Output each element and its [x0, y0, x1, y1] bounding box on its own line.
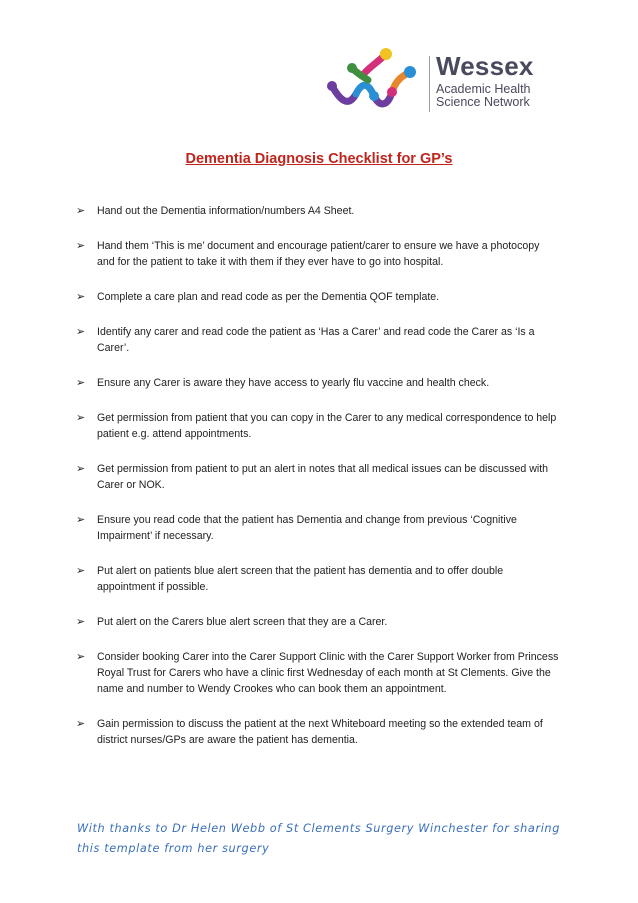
arrow-bullet-icon: ➢	[76, 462, 86, 475]
checklist-item-text: Put alert on the Carers blue alert screen that they are a Carer.	[97, 616, 388, 628]
arrow-bullet-icon: ➢	[76, 650, 86, 663]
checklist-item	[76, 614, 559, 630]
logo-subtitle-line-2: Science Network	[436, 95, 530, 109]
checklist-item-text: Get permission from patient that you can copy in the Carer to any medical correspondence to help patient e.g. attend appointments.	[97, 412, 557, 440]
arrow-bullet-icon: ➢	[76, 376, 86, 389]
checklist-item-text: Gain permission to discuss the patient at the next Whiteboard meeting so the extended team of district nurses/GPs are aware the patient has dementia.	[97, 718, 543, 746]
checklist-item-text: Complete a care plan and read code as per the Dementia QOF template.	[97, 291, 440, 303]
checklist-item	[76, 203, 559, 219]
arrow-bullet-icon: ➢	[76, 204, 86, 217]
checklist-item	[76, 563, 559, 595]
arrow-bullet-icon: ➢	[76, 290, 86, 303]
arrow-bullet-icon: ➢	[76, 325, 86, 338]
checklist-item	[76, 716, 559, 748]
page-title: Dementia Diagnosis Checklist for GP’s	[185, 151, 453, 167]
logo-subtitle-line-1: Academic Health	[436, 82, 531, 96]
checklist-item	[76, 461, 559, 493]
checklist-item-text: Put alert on patients blue alert screen that the patient has dementia and to offer double appointment if possible.	[97, 565, 504, 593]
wessex-ahsn-logo	[322, 46, 552, 124]
checklist-item-text: Ensure you read code that the patient has Dementia and change from previous ‘Cognitive Impairment’ if necessary.	[97, 514, 517, 542]
arrow-bullet-icon: ➢	[76, 411, 86, 424]
checklist-item	[76, 324, 559, 356]
checklist-item	[76, 649, 559, 697]
checklist-item-text: Ensure any Carer is aware they have access to yearly flu vaccine and health check.	[97, 377, 490, 389]
checklist-item-text: Consider booking Carer into the Carer Support Clinic with the Carer Support Worker from Princess Royal Trust for Carers who have a clinic first Wednesday of each month at St Clements. Give the name and number to Wendy Crookes who can book them an appointment.	[97, 651, 559, 695]
checklist	[76, 203, 559, 767]
checklist-item	[76, 289, 559, 305]
footer-acknowledgement: With thanks to Dr Helen Webb of St Clements Surgery Winchester for sharing this template from her surgery	[77, 822, 560, 855]
network-nodes-icon	[322, 46, 430, 124]
logo-divider	[429, 56, 430, 112]
checklist-item-text: Get permission from patient to put an alert in notes that all medical issues can be discussed with Carer or NOK.	[97, 463, 549, 491]
checklist-item-text: Identify any carer and read code the patient as ‘Has a Carer’ and read code the Carer as ‘Is a Carer’.	[97, 326, 535, 354]
logo-name: Wessex	[436, 51, 534, 81]
checklist-item	[76, 512, 559, 544]
arrow-bullet-icon: ➢	[76, 513, 86, 526]
arrow-bullet-icon: ➢	[76, 564, 86, 577]
checklist-item-text: Hand out the Dementia information/numbers A4 Sheet.	[97, 205, 355, 217]
checklist-item-text: Hand them ‘This is me’ document and encourage patient/carer to ensure we have a photocopy and for the patient to take it with them if they ever have to go into hospital.	[97, 240, 540, 268]
checklist-item	[76, 410, 559, 442]
checklist-item	[76, 238, 559, 270]
arrow-bullet-icon: ➢	[76, 615, 86, 628]
arrow-bullet-icon: ➢	[76, 717, 86, 730]
arrow-bullet-icon: ➢	[76, 239, 86, 252]
checklist-item	[76, 375, 559, 391]
